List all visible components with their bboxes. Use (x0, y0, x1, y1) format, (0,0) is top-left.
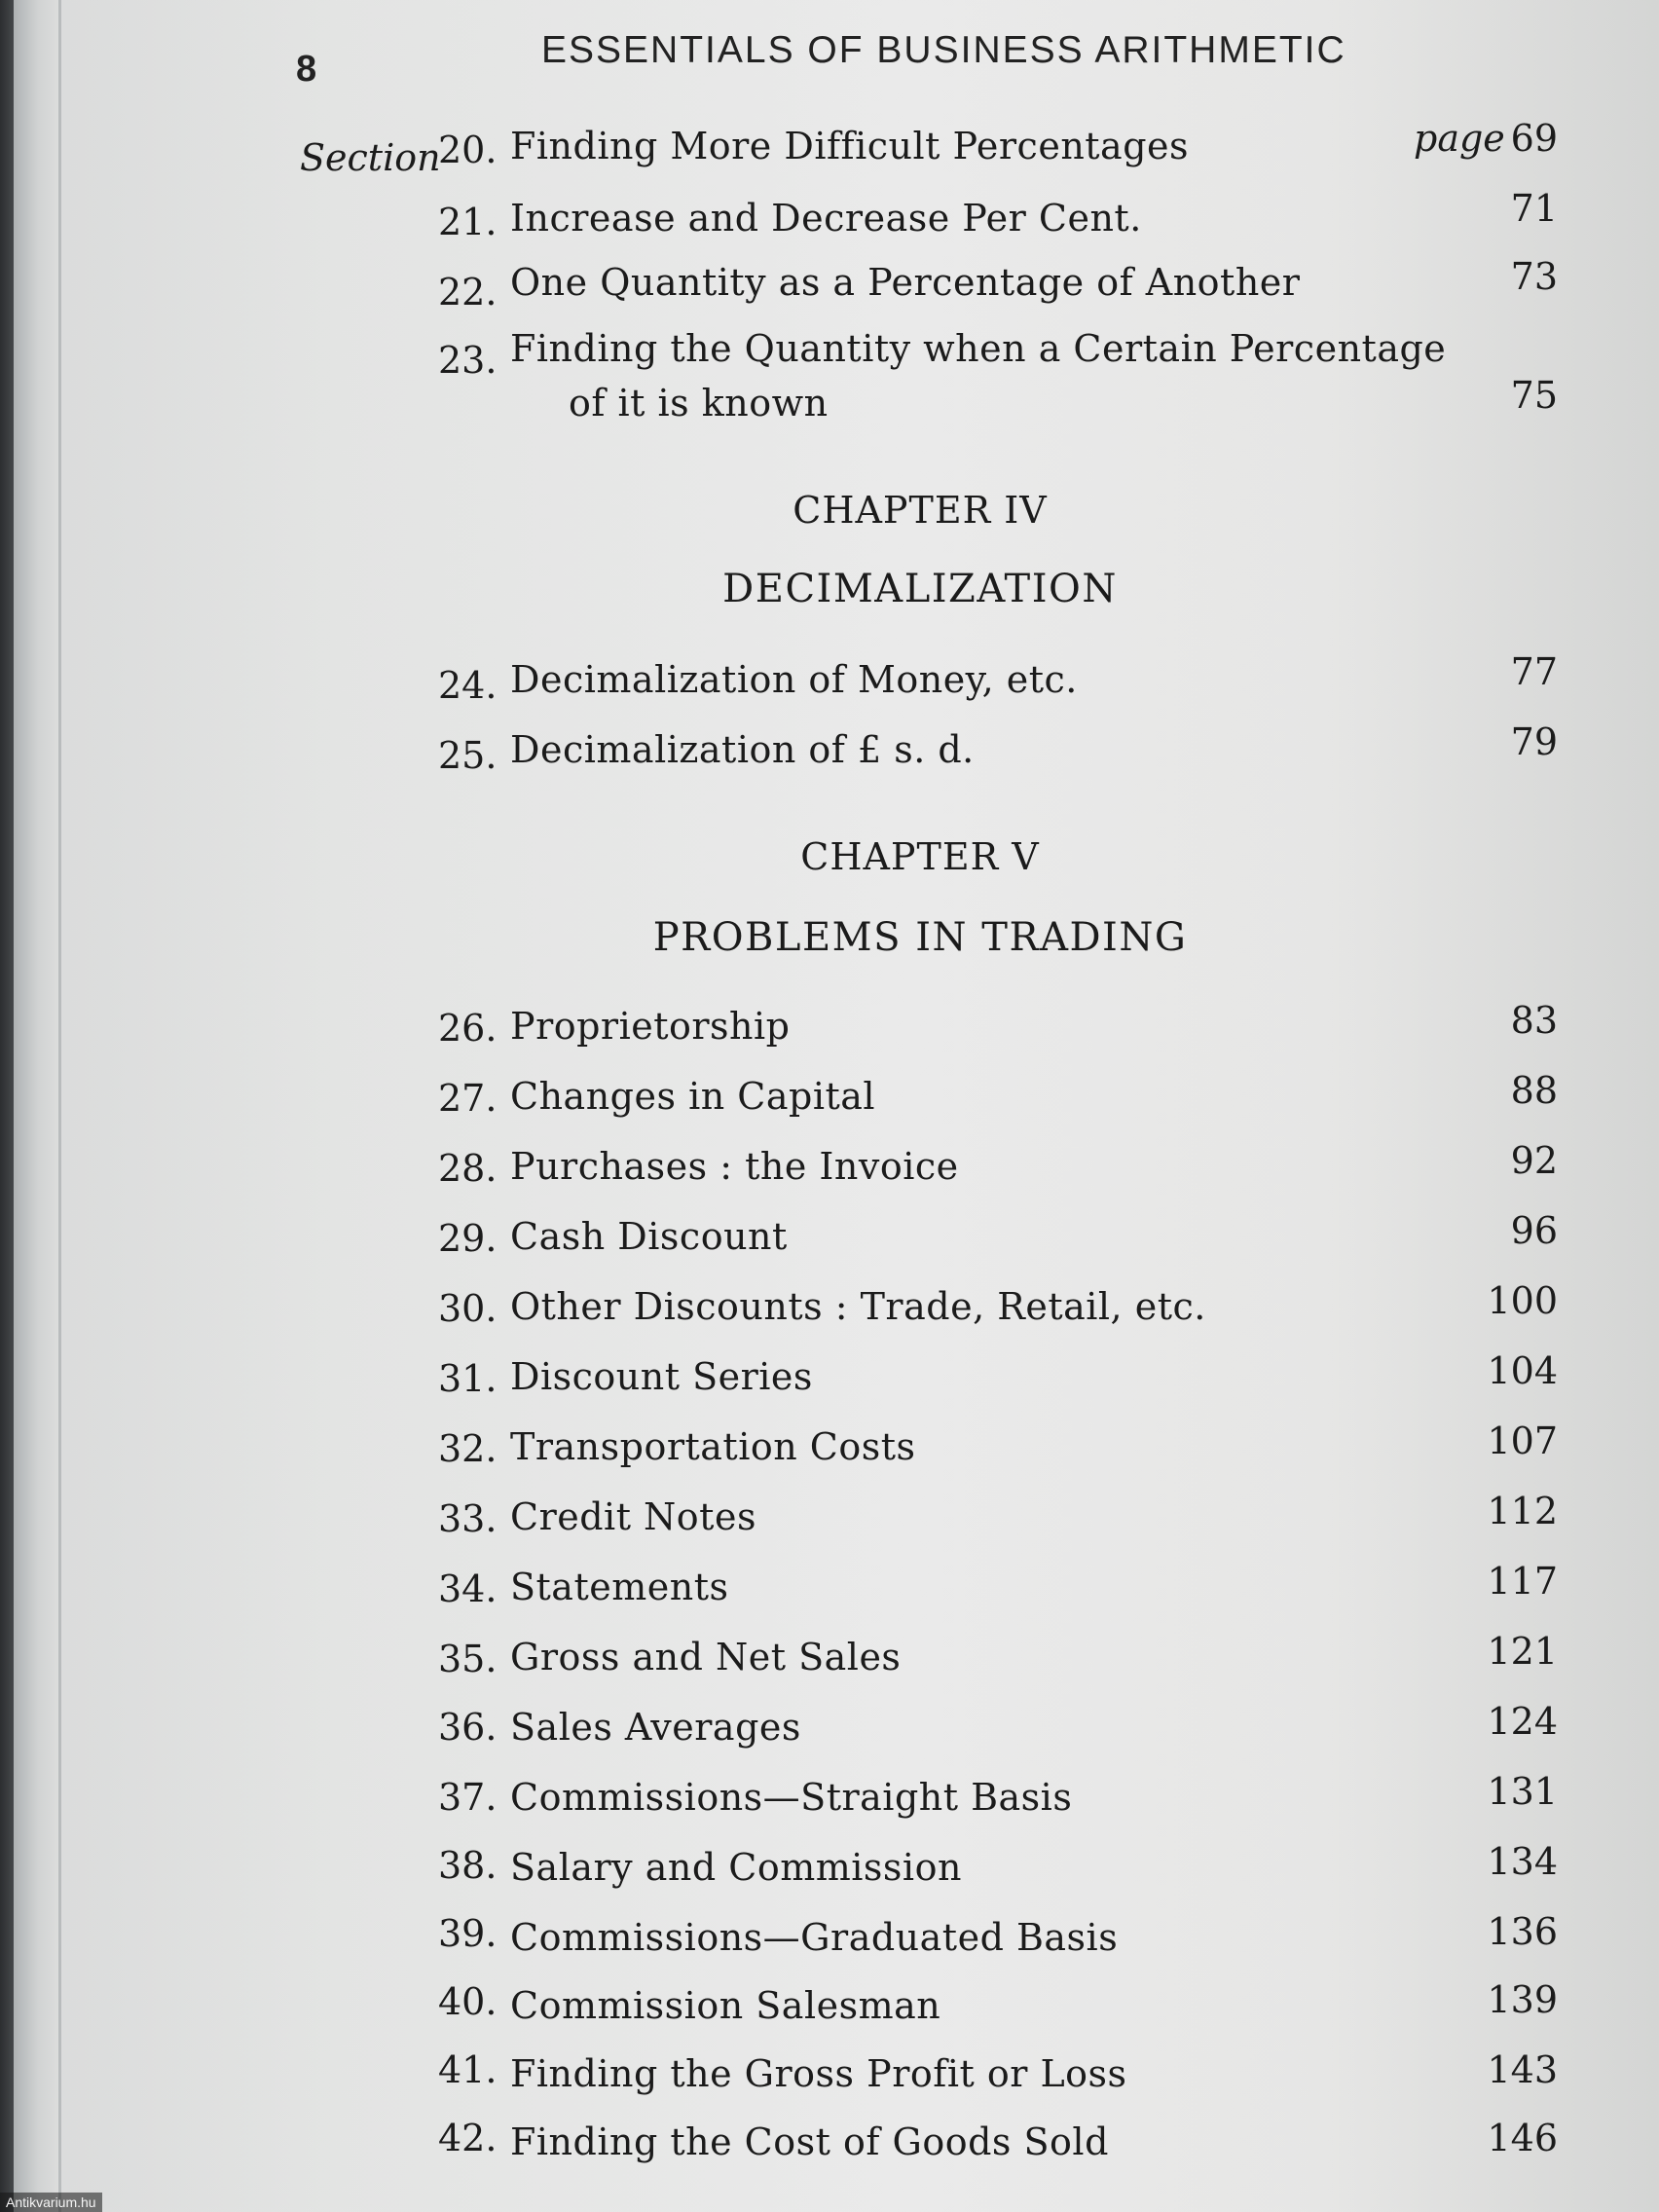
entry-page: 92 (1510, 1139, 1558, 1182)
entry-page: 139 (1487, 1978, 1558, 2021)
book-gutter (14, 0, 58, 2212)
entry-title: Finding the Cost of Goods Sold (510, 2120, 1109, 2163)
entry-title: Commission Salesman (510, 1984, 941, 2027)
entry-title: Other Discounts : Trade, Retail, etc. (510, 1285, 1206, 1328)
entry-number: 20. (438, 129, 498, 171)
entry-title: Proprietorship (510, 1005, 791, 1048)
entry-page: 75 (1510, 374, 1558, 417)
entry-page: 69 (1510, 117, 1558, 160)
entry-title: Decimalization of Money, etc. (510, 658, 1078, 701)
entry-number: 33. (438, 1497, 498, 1540)
entry-page: 112 (1487, 1490, 1558, 1532)
chapter-label: CHAPTER IV (793, 489, 1048, 532)
entry-number: 22. (438, 271, 498, 313)
entry-title: Credit Notes (510, 1495, 756, 1538)
entry-title: Cash Discount (510, 1215, 788, 1258)
page-edge-line (58, 0, 61, 2212)
chapter-title: PROBLEMS IN TRADING (652, 915, 1188, 960)
book-spine-shadow (0, 0, 14, 2212)
entry-number: 30. (438, 1287, 498, 1330)
entry-number: 37. (438, 1776, 498, 1819)
entry-title: Finding the Quantity when a Certain Percentage (510, 327, 1447, 370)
running-title: ESSENTIALS OF BUSINESS ARITHMETIC (541, 29, 1346, 71)
entry-number: 24. (438, 664, 498, 707)
entry-number: 27. (438, 1077, 498, 1120)
entry-number: 25. (438, 734, 498, 777)
entry-title: Commissions—Graduated Basis (510, 1916, 1119, 1959)
entry-title-continuation: of it is known (569, 382, 829, 424)
entry-number: 29. (438, 1217, 498, 1260)
entry-number: 41. (438, 2048, 498, 2091)
entry-title: Purchases : the Invoice (510, 1145, 959, 1188)
entry-page: 146 (1487, 2117, 1558, 2159)
entry-number: 36. (438, 1706, 498, 1749)
entry-title: Finding the Gross Profit or Loss (510, 2052, 1127, 2095)
entry-number: 38. (438, 1844, 498, 1887)
chapter-label: CHAPTER V (800, 835, 1040, 878)
entry-title: Finding More Difficult Percentages (510, 125, 1190, 167)
entry-title: Changes in Capital (510, 1075, 876, 1118)
entry-page: 73 (1510, 255, 1558, 298)
entry-title: Discount Series (510, 1355, 813, 1398)
entry-title: Sales Averages (510, 1706, 801, 1749)
entry-title: Statements (510, 1566, 729, 1608)
entry-page: 121 (1487, 1630, 1558, 1673)
entry-title: Commissions—Straight Basis (510, 1776, 1073, 1819)
entry-number: 26. (438, 1007, 498, 1050)
source-watermark: Antikvarium.hu (0, 2193, 102, 2212)
entry-page: 79 (1510, 720, 1558, 763)
entry-page: 88 (1510, 1069, 1558, 1112)
section-column-label: Section (300, 136, 441, 179)
page-column-label: page (1414, 117, 1505, 160)
entry-page: 96 (1510, 1209, 1558, 1252)
entry-number: 32. (438, 1427, 498, 1470)
entry-number: 34. (438, 1567, 498, 1610)
entry-number: 23. (438, 339, 498, 382)
entry-number: 35. (438, 1638, 498, 1680)
chapter-title: DECIMALIZATION (722, 567, 1118, 611)
entry-page: 107 (1487, 1419, 1558, 1462)
page-number: 8 (296, 49, 317, 90)
entry-page: 100 (1487, 1279, 1558, 1322)
entry-title: Decimalization of £ s. d. (510, 728, 975, 771)
entry-number: 42. (438, 2117, 498, 2159)
entry-number: 31. (438, 1357, 498, 1400)
entry-title: One Quantity as a Percentage of Another (510, 261, 1301, 304)
entry-page: 117 (1487, 1560, 1558, 1603)
entry-number: 21. (438, 201, 498, 243)
entry-page: 134 (1487, 1840, 1558, 1883)
entry-page: 71 (1510, 187, 1558, 230)
entry-title: Salary and Commission (510, 1846, 962, 1889)
entry-page: 104 (1487, 1349, 1558, 1392)
entry-title: Gross and Net Sales (510, 1636, 902, 1678)
entry-page: 143 (1487, 2048, 1558, 2091)
entry-number: 28. (438, 1147, 498, 1190)
entry-number: 39. (438, 1912, 498, 1955)
entry-number: 40. (438, 1980, 498, 2023)
entry-page: 131 (1487, 1770, 1558, 1813)
entry-page: 83 (1510, 999, 1558, 1042)
entry-page: 77 (1510, 650, 1558, 693)
entry-title: Increase and Decrease Per Cent. (510, 197, 1142, 240)
entry-title: Transportation Costs (510, 1425, 916, 1468)
entry-page: 136 (1487, 1910, 1558, 1953)
entry-page: 124 (1487, 1700, 1558, 1743)
